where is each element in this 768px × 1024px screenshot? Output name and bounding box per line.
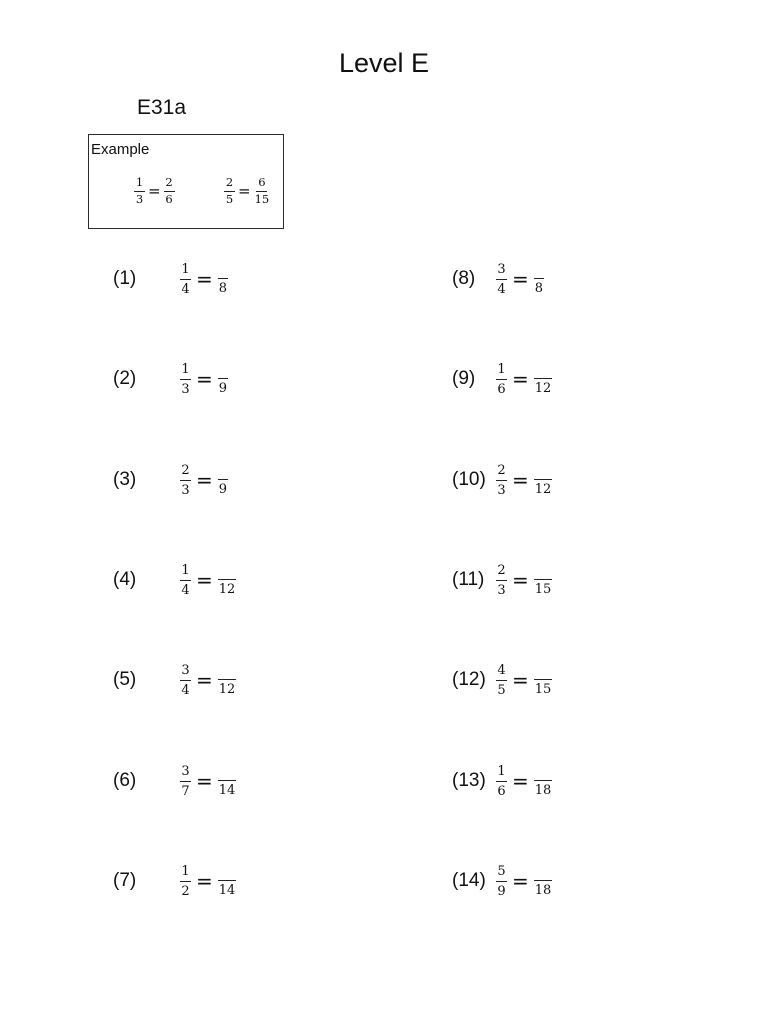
target-denominator: 18 [534, 782, 552, 798]
fraction-equation [180, 464, 228, 497]
given-fraction [496, 464, 507, 497]
equals-sign: = [196, 267, 213, 291]
equals-sign: = [196, 869, 213, 893]
answer-fraction [534, 766, 553, 797]
equals-sign: = [148, 181, 161, 200]
numerator: 1 [180, 865, 191, 882]
numerator: 2 [224, 177, 235, 192]
target-denominator: 15 [534, 581, 552, 597]
problem-number: (5) [113, 669, 137, 690]
numerator: 2 [164, 177, 175, 192]
fraction-equation [496, 263, 544, 296]
example-equation-2 [224, 177, 270, 205]
equals-sign: = [196, 468, 213, 492]
equals-sign: = [512, 769, 529, 793]
fraction-equation [180, 263, 228, 296]
numerator: 1 [180, 564, 191, 581]
target-denominator: 8 [534, 280, 544, 296]
denominator: 9 [497, 883, 506, 899]
fraction-equation [496, 765, 552, 798]
equals-sign: = [512, 468, 529, 492]
given-fraction [180, 765, 191, 798]
answer-fraction [218, 766, 237, 797]
problem-number: (1) [113, 268, 137, 289]
answer-fraction [534, 565, 553, 596]
blank-numerator [534, 364, 553, 379]
target-denominator: 12 [534, 481, 552, 497]
answer-fraction [534, 364, 553, 395]
example-fraction [164, 177, 175, 205]
blank-numerator [534, 565, 553, 580]
blank-numerator [534, 465, 553, 480]
equals-sign: = [196, 769, 213, 793]
given-fraction [180, 564, 191, 597]
blank-numerator [218, 665, 237, 680]
problem-number: (3) [113, 469, 137, 490]
problem-item [452, 560, 552, 600]
fraction-equation [180, 363, 228, 396]
numerator: 1 [496, 765, 507, 782]
example-fraction [224, 177, 235, 205]
given-fraction [180, 263, 191, 296]
denominator: 4 [181, 682, 190, 698]
denominator: 3 [497, 482, 506, 498]
problem-number: (8) [452, 268, 476, 289]
fraction-equation [180, 765, 236, 798]
numerator: 1 [496, 363, 507, 380]
numerator: 1 [180, 363, 191, 380]
problem-item [452, 259, 544, 299]
problem-item [113, 460, 228, 500]
equals-sign: = [512, 367, 529, 391]
problem-number: (10) [452, 469, 486, 490]
problem-number: (11) [452, 569, 485, 590]
problem-item [113, 359, 228, 399]
answer-fraction [534, 465, 553, 496]
given-fraction [496, 865, 507, 898]
denominator: 3 [181, 381, 190, 397]
denominator: 3 [497, 582, 506, 598]
given-fraction [496, 664, 507, 697]
given-fraction [180, 664, 191, 697]
example-fraction [254, 177, 271, 205]
equals-sign: = [512, 869, 529, 893]
fraction-equation [180, 664, 236, 697]
given-fraction [496, 363, 507, 396]
denominator: 5 [497, 682, 506, 698]
blank-numerator [534, 766, 553, 781]
fraction-equation [496, 865, 552, 898]
page-title: Level E [338, 48, 430, 78]
problem-item [452, 761, 552, 801]
fraction-equation [180, 564, 236, 597]
given-fraction [496, 765, 507, 798]
problem-item [452, 460, 552, 500]
target-denominator: 12 [534, 380, 552, 396]
numerator: 3 [496, 263, 507, 280]
numerator: 4 [496, 664, 507, 681]
denominator: 5 [225, 191, 234, 206]
fraction-equation [496, 363, 552, 396]
problem-item [113, 761, 236, 801]
worksheet-code: E31a [137, 96, 187, 119]
denominator: 3 [181, 482, 190, 498]
blank-numerator [218, 465, 228, 480]
answer-fraction [534, 264, 544, 295]
blank-numerator [218, 866, 237, 881]
answer-fraction [534, 866, 553, 897]
problem-item [452, 359, 552, 399]
denominator: 6 [497, 381, 506, 397]
equals-sign: = [196, 568, 213, 592]
denominator: 7 [181, 783, 190, 799]
answer-fraction [534, 665, 553, 696]
problem-number: (12) [452, 669, 486, 690]
numerator: 3 [180, 765, 191, 782]
numerator: 2 [496, 464, 507, 481]
numerator: 5 [496, 865, 507, 882]
problem-number: (14) [452, 870, 486, 891]
answer-fraction [218, 866, 237, 897]
target-denominator: 15 [534, 681, 552, 697]
example-equation-1 [134, 177, 175, 205]
fraction-equation [496, 664, 552, 697]
equals-sign: = [512, 267, 529, 291]
target-denominator: 12 [218, 581, 236, 597]
target-denominator: 9 [218, 481, 228, 497]
problem-item [113, 560, 236, 600]
fraction-equation [496, 564, 552, 597]
denominator: 4 [181, 281, 190, 297]
answer-fraction [218, 565, 237, 596]
problem-number: (2) [113, 368, 137, 389]
answer-fraction [218, 465, 228, 496]
numerator: 3 [180, 664, 191, 681]
problem-number: (13) [452, 770, 486, 791]
target-denominator: 9 [218, 380, 228, 396]
target-denominator: 14 [218, 882, 236, 898]
target-denominator: 18 [534, 882, 552, 898]
blank-numerator [534, 665, 553, 680]
equals-sign: = [512, 568, 529, 592]
blank-numerator [218, 264, 228, 279]
answer-fraction [218, 364, 228, 395]
numerator: 1 [180, 263, 191, 280]
blank-numerator [534, 866, 553, 881]
answer-fraction [218, 264, 228, 295]
example-label: Example [91, 141, 150, 158]
problem-number: (7) [113, 870, 137, 891]
problem-item [113, 259, 228, 299]
given-fraction [180, 865, 191, 898]
fraction-equation [180, 865, 236, 898]
example-fraction [134, 177, 145, 205]
example-box [88, 134, 284, 229]
given-fraction [180, 464, 191, 497]
denominator: 3 [135, 191, 144, 206]
equals-sign: = [512, 668, 529, 692]
numerator: 2 [180, 464, 191, 481]
problem-number: (4) [113, 569, 137, 590]
problem-item [113, 861, 236, 901]
numerator: 1 [134, 177, 145, 192]
given-fraction [496, 564, 507, 597]
target-denominator: 14 [218, 782, 236, 798]
target-denominator: 8 [218, 280, 228, 296]
answer-fraction [218, 665, 237, 696]
blank-numerator [218, 565, 237, 580]
blank-numerator [218, 364, 228, 379]
equals-sign: = [196, 668, 213, 692]
problem-item [113, 660, 236, 700]
fraction-equation [496, 464, 552, 497]
equals-sign: = [196, 367, 213, 391]
equals-sign: = [238, 181, 251, 200]
denominator: 4 [181, 582, 190, 598]
problem-number: (9) [452, 368, 476, 389]
problem-item [452, 660, 552, 700]
denominator: 6 [497, 783, 506, 799]
numerator: 6 [256, 177, 267, 192]
target-denominator: 12 [218, 681, 236, 697]
denominator: 2 [181, 883, 190, 899]
numerator: 2 [496, 564, 507, 581]
denominator: 6 [165, 191, 173, 206]
blank-numerator [534, 264, 544, 279]
problem-item [452, 861, 552, 901]
denominator: 15 [254, 191, 270, 206]
blank-numerator [218, 766, 237, 781]
problem-number: (6) [113, 770, 137, 791]
denominator: 4 [497, 281, 506, 297]
given-fraction [180, 363, 191, 396]
given-fraction [496, 263, 507, 296]
